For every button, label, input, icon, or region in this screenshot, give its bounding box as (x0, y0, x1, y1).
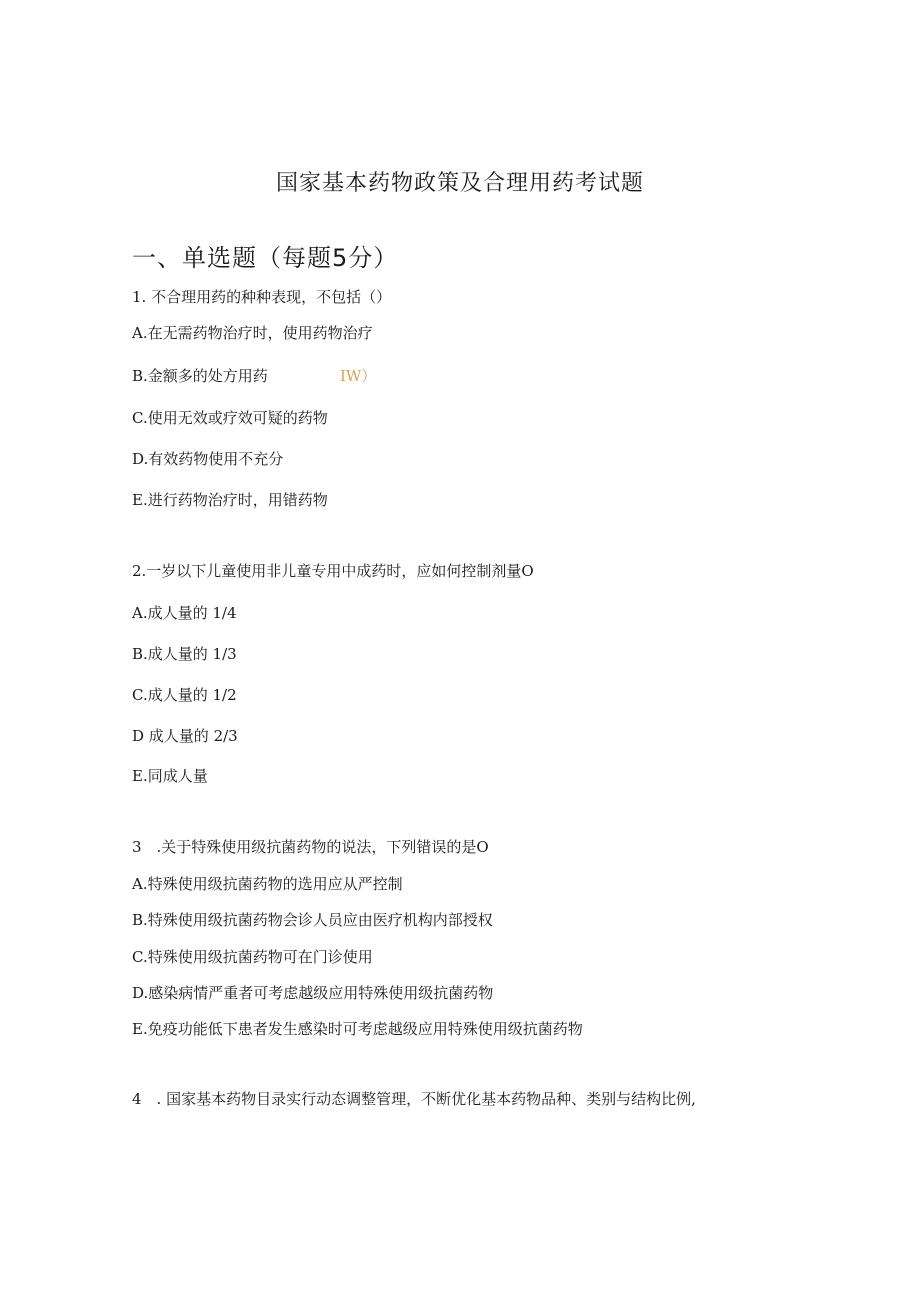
question-1-option-c: C.使用无效或疗效可疑的药物 (132, 409, 328, 427)
question-2-option-e: E.同成人量 (132, 767, 208, 785)
question-4-stem: 4 . 国家基本药物目录实行动态调整管理，不断优化基本药物品种、类别与结构比例, (132, 1090, 696, 1108)
question-1-option-a: A.在无需药物治疗时，使用药物治疗 (132, 324, 373, 342)
question-3-stem: 3 .关于特殊使用级抗菌药物的说法，下列错误的是O (132, 838, 489, 856)
stray-mark: IW） (340, 367, 377, 385)
question-2-stem: 2.一岁以下儿童使用非儿童专用中成药时，应如何控制剂量O (132, 562, 534, 580)
page-title: 国家基本药物政策及合理用药考试题 (275, 171, 644, 196)
question-1-option-d: D.有效药物使用不充分 (132, 450, 284, 468)
question-2-option-c: C.成人量的 1/2 (132, 686, 237, 704)
question-3-option-a: A.特殊使用级抗菌药物的选用应从严控制 (132, 875, 403, 893)
question-2-option-a: A.成人量的 1/4 (132, 604, 237, 622)
question-3-option-c: C.特殊使用级抗菌药物可在门诊使用 (132, 948, 373, 966)
question-2-option-d: D 成人量的 2/3 (132, 727, 238, 745)
section-heading: 一、单选题（每题5分） (132, 244, 399, 272)
question-1-option-e: E.进行药物治疗时，用错药物 (132, 491, 328, 509)
question-3-option-e: E.免疫功能低下患者发生感染时可考虑越级应用特殊使用级抗菌药物 (132, 1020, 583, 1038)
question-1-stem: 1. 不合理用药的种种表现，不包括（） (132, 288, 392, 306)
question-2-option-b: B.成人量的 1/3 (132, 645, 237, 663)
question-3-option-b: B.特殊使用级抗菌药物会诊人员应由医疗机构内部授权 (132, 911, 493, 929)
question-3-option-d: D.感染病情严重者可考虑越级应用特殊使用级抗菌药物 (132, 984, 494, 1002)
question-1-option-b: B.金额多的处方用药 (132, 367, 268, 385)
